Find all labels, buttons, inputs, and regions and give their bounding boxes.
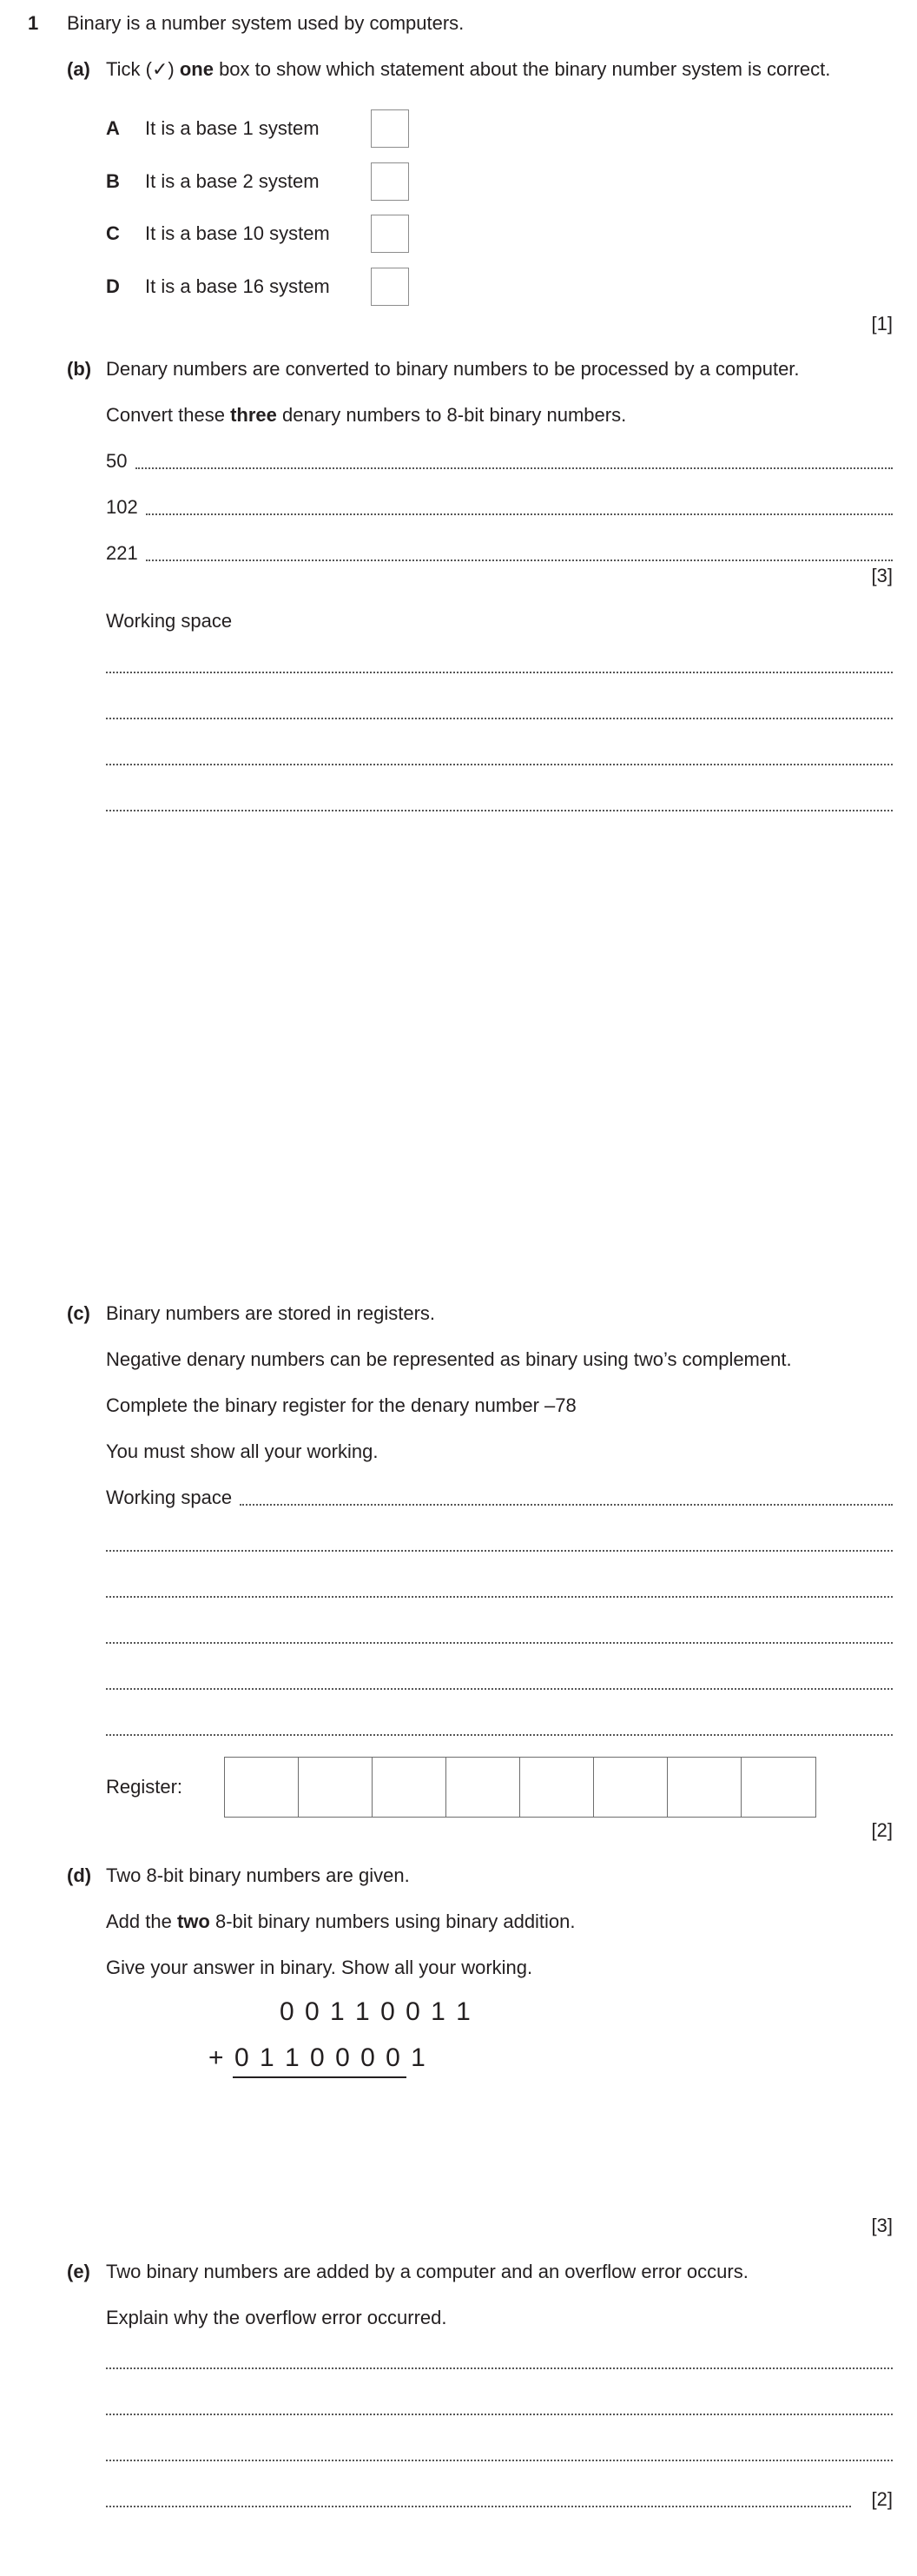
part-b-working-label: Working space <box>106 610 233 632</box>
part-a-instruction-bold: one <box>179 58 214 80</box>
part-e-marks: [2] <box>871 2488 893 2510</box>
register-bit-8[interactable] <box>742 1758 815 1817</box>
part-c-marks: [2] <box>871 1819 893 1841</box>
part-e-label: (e) <box>67 2261 90 2282</box>
part-c-working-line-3[interactable] <box>106 1596 893 1598</box>
part-d-text-2-pre: Add the <box>106 1910 177 1932</box>
part-d-text-3: Give your answer in binary. Show all your working. <box>106 1957 533 1978</box>
option-a-tick-box[interactable] <box>371 109 409 148</box>
part-d-text-2-bold: two <box>176 1910 210 1932</box>
plus-sign: + <box>208 2043 226 2072</box>
register-bit-1[interactable] <box>225 1758 299 1817</box>
option-d-letter: D <box>106 275 120 297</box>
part-e-text-2: Explain why the overflow error occurred. <box>106 2307 447 2328</box>
part-b-text: Denary numbers are converted to binary numbers to be processed by a computer. <box>106 358 800 380</box>
register-bit-3[interactable] <box>373 1758 446 1817</box>
register-bit-5[interactable] <box>520 1758 594 1817</box>
option-a-letter: A <box>106 117 120 139</box>
option-c-letter: C <box>106 222 120 244</box>
register-bit-4[interactable] <box>446 1758 520 1817</box>
part-a-marks: [1] <box>871 313 893 334</box>
part-b-label: (b) <box>67 358 92 380</box>
option-b-text: It is a base 2 system <box>145 170 320 192</box>
part-b-working-line-1[interactable] <box>106 672 893 673</box>
addition-underline <box>233 2076 406 2078</box>
part-b-instruction <box>106 404 626 427</box>
option-c-text: It is a base 10 system <box>145 222 330 244</box>
part-b-working-line-2[interactable] <box>106 718 893 719</box>
answer-line-221[interactable] <box>146 560 893 561</box>
register-bit-6[interactable] <box>594 1758 668 1817</box>
part-d-text-1: Two 8-bit binary numbers are given. <box>106 1864 410 1886</box>
binary-number-1: 0 0 1 1 0 0 1 1 <box>280 1997 472 2026</box>
part-b-instruction-pre: Convert these <box>106 404 231 426</box>
answer-line-50[interactable] <box>135 467 893 469</box>
part-e-answer-line-2[interactable] <box>106 2414 893 2415</box>
option-d-text: It is a base 16 system <box>145 275 330 297</box>
part-b-marks: [3] <box>871 565 893 586</box>
part-d-marks: [3] <box>871 2215 893 2236</box>
part-e-text-1: Two binary numbers are added by a computer and an overflow error occurs. <box>106 2261 749 2282</box>
denary-number-1: 50 <box>106 450 128 472</box>
option-d-tick-box[interactable] <box>371 268 409 306</box>
question-intro: Binary is a number system used by computers. <box>67 12 465 34</box>
part-b-working-line-4[interactable] <box>106 810 893 811</box>
part-d-text-2-post: 8-bit binary numbers using binary addition. <box>209 1910 576 1932</box>
binary-register <box>224 1757 816 1818</box>
binary-number-2: 0 1 1 0 0 0 0 1 <box>234 2043 427 2072</box>
register-bit-7[interactable] <box>668 1758 742 1817</box>
option-b-letter: B <box>106 170 120 192</box>
part-d-text-2 <box>106 1910 576 1933</box>
part-c-working-line-5[interactable] <box>106 1688 893 1690</box>
register-bit-2[interactable] <box>299 1758 373 1817</box>
part-b-instruction-bold: three <box>230 404 277 426</box>
part-c-working-line-6[interactable] <box>106 1734 893 1736</box>
denary-number-2: 102 <box>106 496 138 518</box>
denary-number-3: 221 <box>106 542 138 564</box>
question-number: 1 <box>28 12 39 34</box>
part-c-working-label: Working space <box>106 1487 233 1508</box>
option-c-tick-box[interactable] <box>371 215 409 253</box>
part-c-text-2: Negative denary numbers can be represented as binary using two’s complement. <box>106 1348 792 1370</box>
part-c-text-1: Binary numbers are stored in registers. <box>106 1302 436 1324</box>
part-c-working-line-1[interactable] <box>240 1504 893 1506</box>
part-d-label: (d) <box>67 1864 92 1886</box>
part-c-working-line-4[interactable] <box>106 1642 893 1644</box>
part-b-instruction-post: denary numbers to 8-bit binary numbers. <box>276 404 627 426</box>
part-c-text-3: Complete the binary register for the denary number –78 <box>106 1394 577 1416</box>
part-a-label: (a) <box>67 58 90 80</box>
part-a-instruction <box>106 58 830 81</box>
option-a-text: It is a base 1 system <box>145 117 320 139</box>
answer-line-102[interactable] <box>146 513 893 515</box>
part-e-answer-line-4[interactable] <box>106 2506 851 2507</box>
part-e-answer-line-3[interactable] <box>106 2460 893 2461</box>
part-c-working-line-2[interactable] <box>106 1550 893 1552</box>
register-label: Register: <box>106 1776 183 1798</box>
part-a-instruction-post: box to show which statement about the binary number system is correct. <box>213 58 831 80</box>
part-c-label: (c) <box>67 1302 90 1324</box>
part-b-working-line-3[interactable] <box>106 764 893 765</box>
option-b-tick-box[interactable] <box>371 162 409 201</box>
part-e-answer-line-1[interactable] <box>106 2367 893 2369</box>
part-c-text-4: You must show all your working. <box>106 1440 379 1462</box>
part-a-instruction-pre: Tick (✓) <box>106 58 180 80</box>
